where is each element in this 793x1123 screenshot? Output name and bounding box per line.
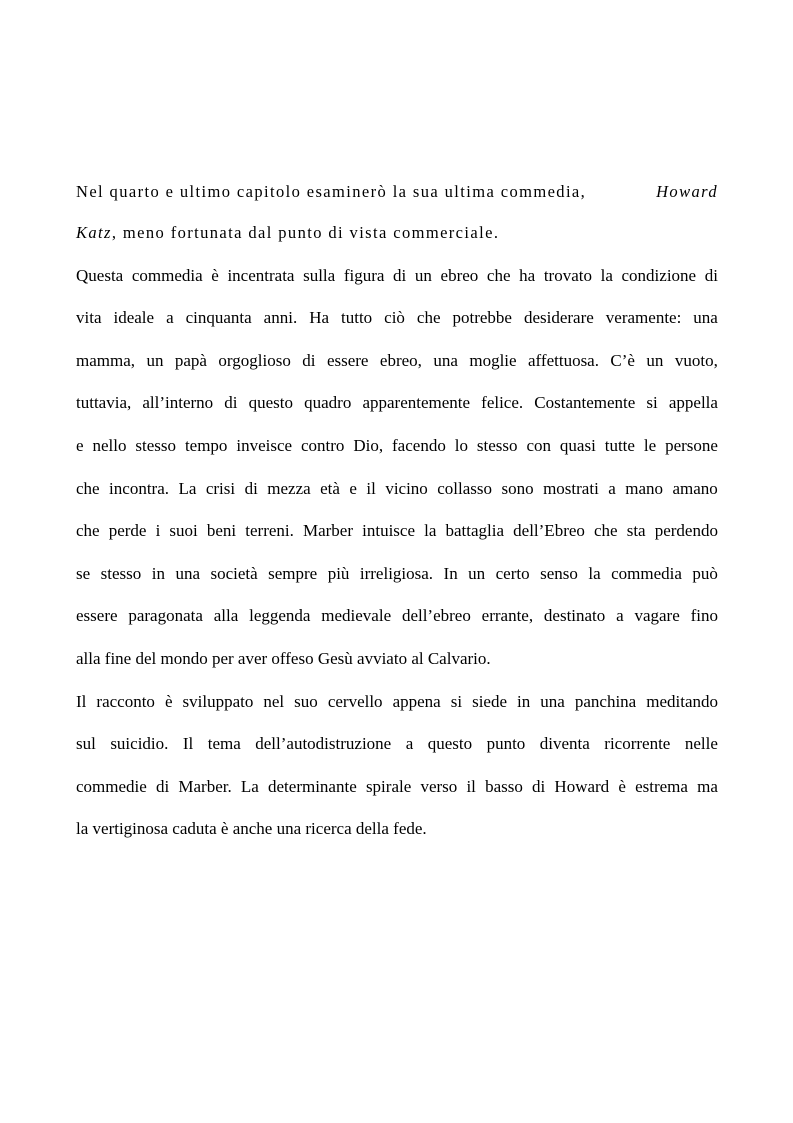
- paragraph2-line: che perde i suoi beni terreni. Marber intuisce la battaglia dell’Ebreo che sta perdendo: [76, 521, 718, 541]
- paragraph2-line: Questa commedia è incentrata sulla figura di un ebreo che ha trovato la condizione di: [76, 265, 718, 285]
- paragraph2-line: se stesso in una società sempre più irreligiosa. In un certo senso la commedia può: [76, 563, 718, 583]
- paragraph2-line: e nello stesso tempo inveisce contro Dio, facendo lo stesso con quasi tutte le persone: [76, 435, 718, 455]
- paragraph-1-line-2: [76, 216, 718, 259]
- paragraph2-line: che incontra. La crisi di mezza età e il vicino collasso sono mostrati a mano amano: [76, 478, 718, 498]
- paragraph2-line: alla fine del mondo per aver offeso Gesù avviato al Calvario.: [76, 648, 491, 668]
- paragraph3-line: Il racconto è sviluppato nel suo cervello appena si siede in una panchina meditando: [76, 691, 718, 711]
- document-page: [76, 175, 718, 855]
- paragraph-1-line-1-text: Nel quarto e ultimo capitolo esaminerò la sua ultima commedia,: [76, 182, 587, 201]
- paragraph3-line: sul suicidio. Il tema dell’autodistruzione a questo punto diventa ricorrente nelle: [76, 734, 718, 754]
- paragraph2-line: tuttavia, all’interno di questo quadro apparentemente felice. Costantemente si appella: [76, 393, 718, 413]
- paragraph-1-title-italic: Howard: [656, 182, 718, 201]
- paragraph-1-line-2-text: , meno fortunata dal punto di vista commerciale.: [111, 223, 500, 242]
- paragraph3-line: la vertiginosa caduta è anche una ricerca della fede.: [76, 819, 427, 839]
- paragraph3-line: commedie di Marber. La determinante spirale verso il basso di Howard è estrema ma: [76, 776, 718, 796]
- paragraph2-line: mamma, un papà orgoglioso di essere ebreo, una moglie affettuosa. C’è un vuoto,: [76, 350, 718, 370]
- paragraph-1-line-1: [76, 175, 718, 216]
- paragraph2-line: essere paragonata alla leggenda medievale dell’ebreo errante, destinato a vagare fino: [76, 606, 718, 626]
- paragraph2-line: vita ideale a cinquanta anni. Ha tutto ciò che potrebbe desiderare veramente: una: [76, 308, 718, 328]
- paragraph-2: [76, 259, 718, 685]
- paragraph-3: [76, 685, 718, 855]
- paragraph-1-title-italic-cont: Katz: [76, 223, 112, 242]
